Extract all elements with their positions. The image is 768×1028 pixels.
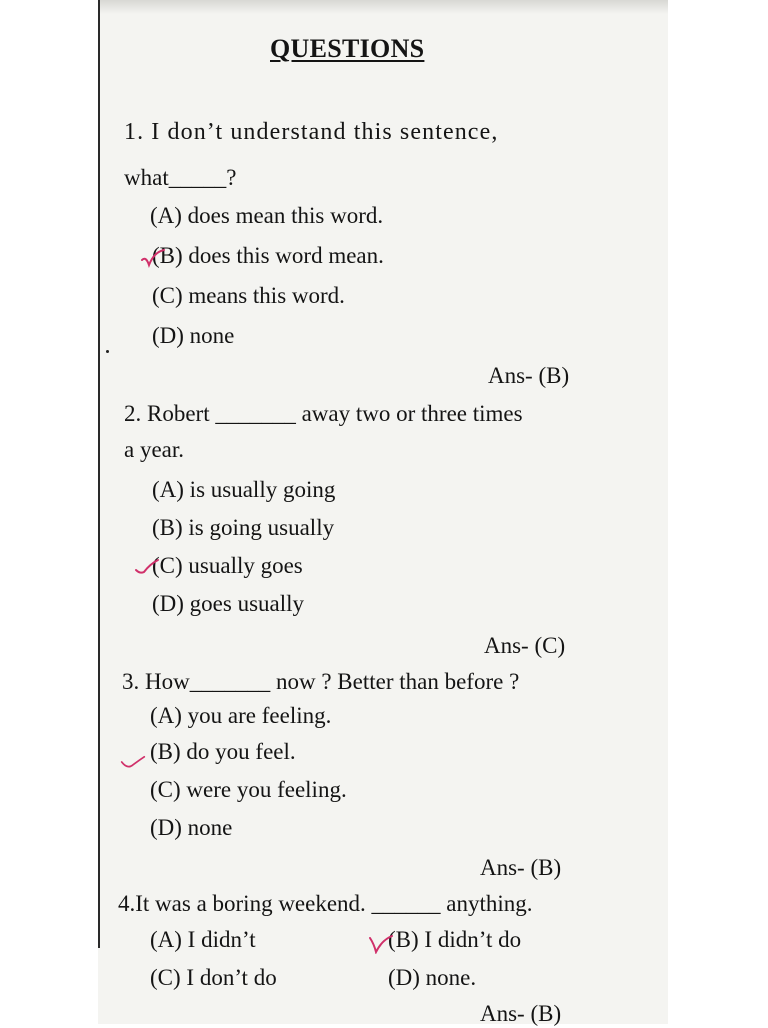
question-3-answer: Ans- (B) — [480, 855, 562, 880]
stray-dot — [106, 350, 109, 353]
question-4-option-c: (C) I don’t do — [150, 965, 277, 990]
question-2-answer: Ans- (C) — [484, 633, 566, 658]
question-1-answer: Ans- (B) — [488, 363, 570, 388]
question-3-option-d: (D) none — [150, 815, 233, 840]
question-2-option-a: (A) is usually going — [152, 477, 336, 502]
question-2-option-b: (B) is going usually — [152, 515, 335, 540]
tick-mark-icon — [134, 556, 160, 576]
question-4-stem: 4.It was a boring weekend. ______ anything. — [118, 891, 533, 916]
paper-shadow — [98, 0, 668, 14]
question-2-option-d: (D) goes usually — [152, 591, 305, 616]
question-4-answer: Ans- (B) — [480, 1001, 562, 1026]
question-3-option-a: (A) you are feeling. — [150, 703, 332, 728]
tick-mark-icon — [368, 934, 394, 954]
question-2-stem: 2. Robert _______ away two or three times — [124, 401, 523, 426]
tick-mark-icon — [140, 248, 166, 268]
question-1-option-a: (A) does mean this word. — [150, 203, 384, 228]
page-title: QUESTIONS — [270, 34, 425, 63]
tick-mark-icon — [120, 752, 146, 772]
margin-line — [98, 0, 100, 948]
question-4-option-b: (B) I didn’t do — [388, 927, 522, 952]
question-1-stem: 1. I don’t understand this sentence, — [124, 119, 499, 145]
question-4-option-d: (D) none. — [388, 965, 477, 990]
question-4-option-a: (A) I didn’t — [150, 927, 256, 952]
question-1-stem-continued: what_____? — [124, 165, 237, 190]
question-1-option-b: (B) does this word mean. — [152, 243, 384, 268]
question-3-option-c: (C) were you feeling. — [150, 777, 347, 802]
question-1-option-c: (C) means this word. — [152, 283, 345, 308]
question-2-option-c: (C) usually goes — [152, 553, 303, 578]
question-3-stem: 3. How_______ now ? Better than before ? — [122, 669, 520, 694]
paper-page — [98, 0, 668, 1024]
question-1-option-d: (D) none — [152, 323, 235, 348]
question-2-stem-continued: a year. — [124, 437, 185, 462]
question-3-option-b: (B) do you feel. — [150, 739, 296, 764]
